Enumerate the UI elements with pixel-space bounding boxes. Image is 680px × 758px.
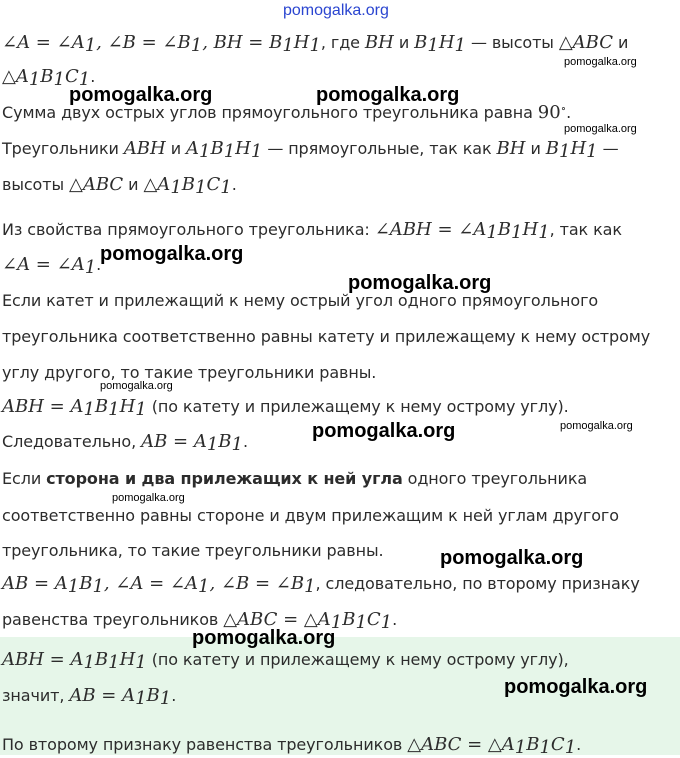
text-line-1: ∠A = $\angle A_1$, ∠B = $\angle B_1$, BH = $B_1H_1$, где BH и $B_1H_1$ — высоты △ABC и [2, 32, 629, 56]
text-line-13: Если сторона и два прилежащих к ней угла одного треугольника [2, 469, 588, 488]
text-line-5: высоты △ABC и $\triangle A_1B_1C_1$. [2, 174, 237, 198]
text-line-6: Из свойства прямоугольного треугольника: ∠ABH = $\angle A_1B_1H_1$, так как [2, 219, 622, 243]
text-line-10: углу другого, то такие треугольники равны. [2, 363, 377, 382]
text-line-2: $\triangle A_1B_1C_1$. [2, 66, 96, 90]
watermark-small: pomogalka.org [560, 420, 633, 432]
watermark: pomogalka.org [316, 84, 460, 106]
watermark: pomogalka.org [312, 420, 456, 442]
text-line-15: треугольника, то такие треугольники равны. [2, 541, 384, 560]
text-line-20: По второму признаку равенства треугольников △ABC = $\triangle A_1B_1C_1$. [2, 734, 582, 758]
text-line-4: Треугольники ABH и $A_1B_1H_1$ — прямоугольные, так как BH и $B_1H_1$ — [2, 138, 619, 162]
watermark: pomogalka.org [348, 272, 492, 294]
watermark: pomogalka.org [504, 676, 648, 698]
watermark-top[interactable]: pomogalka.org [283, 2, 389, 19]
watermark-small: pomogalka.org [564, 56, 637, 68]
text-line-17: равенства треугольников △ABC = $\triangle A_1B_1C_1$. [2, 609, 398, 633]
text-line-19: значит, AB = $A_1B_1$. [2, 685, 177, 709]
text-line-12: Следовательно, AB = $A_1B_1$. [2, 431, 248, 455]
text-line-3: Сумма двух острых углов прямоугольного треугольника равна 90∘. [2, 102, 572, 123]
text-line-14: соответственно равны стороне и двум прилежащим к ней углам другого [2, 506, 619, 525]
text-line-9: треугольника соответственно равны катету и прилежащему к нему острому [2, 327, 651, 346]
text-line-7: ∠A = $\angle A_1$. [2, 254, 102, 278]
watermark: pomogalka.org [69, 84, 213, 106]
watermark: pomogalka.org [440, 547, 584, 569]
watermark-small: pomogalka.org [100, 380, 173, 392]
text-line-11: ABH = $A_1B_1H_1$ (по катету и прилежащему к нему острому углу). [2, 396, 569, 420]
watermark-small: pomogalka.org [564, 123, 637, 135]
text-line-8: Если катет и прилежащий к нему острый угол одного прямоугольного [2, 291, 599, 310]
watermark: pomogalka.org [100, 243, 244, 265]
text-line-16: AB = $A_1B_1$, ∠A = $\angle A_1$, ∠B = $\angle B_1$, следовательно, по второму признаку [2, 573, 640, 597]
watermark: pomogalka.org [192, 627, 336, 649]
text-line-18: ABH = $A_1B_1H_1$ (по катету и прилежащему к нему острому углу), [2, 649, 569, 673]
watermark-small: pomogalka.org [112, 492, 185, 504]
